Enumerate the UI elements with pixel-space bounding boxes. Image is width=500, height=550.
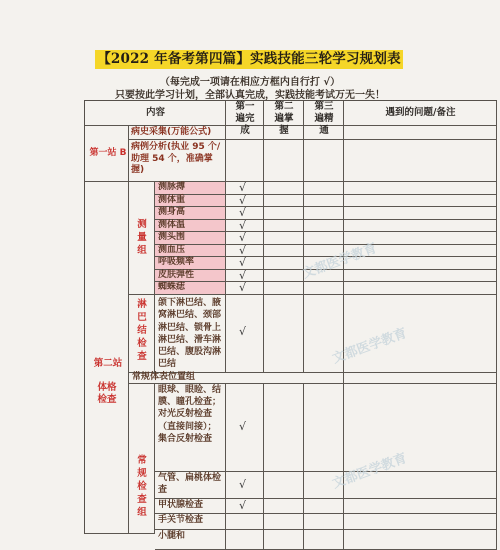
- station1-row-2: [129, 140, 226, 182]
- row-text: 测体重: [158, 194, 186, 205]
- check-mark: √: [239, 206, 247, 220]
- measure-row-9-content: [155, 282, 226, 295]
- instruction-line-1: （每完成一项请在相应方框内自行打 √）: [159, 77, 341, 88]
- station1-row-1: [129, 126, 226, 140]
- measure-row-7-content: [155, 257, 226, 270]
- instruction-line-2: 只要按此学习计划，全部认真完成，实践技能考试万无一失！: [115, 90, 385, 101]
- row-text: 蜘蛛痣: [158, 282, 186, 293]
- routine-row-5-round1[interactable]: [226, 530, 264, 550]
- header-issues-cell: [344, 101, 497, 126]
- measure-row-4-content: [155, 220, 226, 233]
- header-round3: 第三遍精通: [314, 101, 334, 136]
- station1-row-2-text: 病例分析(执业 95 个/助理 54 个，准确掌握): [131, 142, 221, 175]
- routine-row-2-round2[interactable]: [264, 472, 304, 499]
- check-mark: √: [239, 420, 247, 433]
- row-text: 甲状腺检查: [158, 500, 204, 510]
- measure-row-3-content: [155, 207, 226, 220]
- header-round3-cell: [304, 101, 344, 136]
- lymph-row-text: 颌下淋巴结、腋窝淋巴结、颈部淋巴结、锁骨上淋巴结、滑车淋巴结、腹股沟淋巴结: [158, 298, 222, 370]
- routine-group-cell: [129, 384, 155, 534]
- measure-row-1-round2[interactable]: [264, 182, 304, 195]
- check-mark: √: [239, 218, 247, 232]
- measure-row-6-round2[interactable]: [264, 245, 304, 258]
- row-text: 呼吸频率: [158, 257, 195, 268]
- routine-row-3-content: [155, 499, 226, 514]
- check-mark: √: [239, 256, 247, 270]
- check-mark: √: [239, 281, 247, 295]
- routine-row-4-round1[interactable]: [226, 514, 264, 530]
- measure-row-2-round2[interactable]: [264, 195, 304, 208]
- station1-row-2-notes[interactable]: [344, 140, 497, 182]
- routine-row-5-round3[interactable]: [304, 530, 344, 550]
- routine-row-4-round3[interactable]: [304, 514, 344, 530]
- position-row-text: 常规体表位置组: [132, 372, 196, 382]
- header-round1-cell: [226, 101, 264, 136]
- routine-row-1-content: [155, 384, 226, 472]
- station1-row-1-round2[interactable]: [264, 126, 304, 140]
- measure-row-1-content: [155, 182, 226, 195]
- header-content: 内容: [145, 107, 165, 118]
- measure-row-2-round3[interactable]: [304, 195, 344, 208]
- position-row: [129, 373, 344, 384]
- page-title: 【2022 年备考第四篇】实践技能三轮学习规划表: [95, 50, 403, 69]
- measure-row-3-notes[interactable]: [344, 207, 497, 220]
- measure-row-9-round2[interactable]: [264, 282, 304, 295]
- station1-row-1-round1[interactable]: [226, 126, 264, 140]
- row-text: 测身高: [158, 207, 186, 218]
- station2-label-cell: [85, 182, 129, 534]
- station2-sublabel: 体格检查: [97, 382, 117, 405]
- check-mark: √: [239, 498, 247, 512]
- routine-row-5-round2[interactable]: [264, 530, 304, 550]
- measure-row-5-round2[interactable]: [264, 232, 304, 245]
- check-mark: √: [239, 325, 247, 338]
- station1-row-1-text: 病史采集(万能公式): [131, 127, 212, 137]
- measure-row-8-notes[interactable]: [344, 270, 497, 283]
- check-mark: √: [239, 243, 247, 257]
- station1-row-2-round1[interactable]: [226, 140, 264, 182]
- study-plan-table: [84, 100, 497, 541]
- measure-row-8-content: [155, 270, 226, 283]
- header-round2: 第二遍掌握: [274, 101, 294, 136]
- routine-row-4-notes[interactable]: [344, 514, 497, 530]
- routine-row-4-content: [155, 514, 226, 530]
- row-text: 测头围: [158, 232, 186, 243]
- routine-row-2-round1[interactable]: [226, 472, 264, 499]
- measure-row-4-notes[interactable]: [344, 220, 497, 233]
- header-round1: 第一遍完成: [235, 101, 255, 136]
- row-text: 皮肤弹性: [158, 269, 195, 280]
- routine-row-4-round2[interactable]: [264, 514, 304, 530]
- row-text: 测体温: [158, 219, 186, 230]
- row-text: 眼球、眼睑、结膜、瞳孔检查；对光反射检查（直接间接）；集合反射检查: [158, 385, 222, 444]
- header-round2-cell: [264, 101, 304, 136]
- check-mark: √: [239, 181, 247, 194]
- measure-group-cell: [129, 182, 155, 295]
- lymph-row: [155, 295, 226, 373]
- row-text: 小腿和: [158, 531, 186, 541]
- measure-row-3-round3[interactable]: [304, 207, 344, 220]
- row-text: 测血压: [158, 244, 186, 255]
- lymph-group-cell: [129, 295, 155, 373]
- station1-row-2-round3[interactable]: [304, 140, 344, 182]
- check-mark: √: [239, 231, 247, 245]
- routine-row-3-round1[interactable]: [226, 499, 264, 514]
- routine-row-1-round3[interactable]: [304, 384, 344, 472]
- measure-row-1-round3[interactable]: [304, 182, 344, 195]
- measure-row-3-round2[interactable]: [264, 207, 304, 220]
- watermark: 文都医学教育: [330, 450, 409, 492]
- row-text: 气管、扁桃体检查: [158, 473, 222, 496]
- lymph-group-label: 淋巴结检查: [137, 299, 147, 362]
- routine-row-1-round1[interactable]: [226, 384, 264, 472]
- station1-row-2-round2[interactable]: [264, 140, 304, 182]
- row-text: 手关节检查: [158, 515, 204, 525]
- station1-row-1-round3[interactable]: [304, 126, 344, 140]
- routine-row-3-notes[interactable]: [344, 499, 497, 514]
- station2-label: 第二站: [93, 358, 123, 369]
- watermark: 文都医学教育: [330, 325, 409, 367]
- measure-row-1-notes[interactable]: [344, 182, 497, 195]
- check-mark: √: [239, 477, 247, 491]
- measure-row-9-round1[interactable]: [226, 282, 264, 295]
- routine-row-3-round3[interactable]: [304, 499, 344, 514]
- measure-row-5-round3[interactable]: [304, 232, 344, 245]
- measure-row-4-round2[interactable]: [264, 220, 304, 233]
- routine-row-5-content: [155, 530, 226, 550]
- header-content-cell: [85, 101, 226, 126]
- measure-row-9-round3[interactable]: [304, 282, 344, 295]
- station1-row-1-notes[interactable]: [344, 126, 497, 140]
- routine-row-1-round2[interactable]: [264, 384, 304, 472]
- station1-label-cell: [85, 126, 129, 182]
- measure-group-label: 测量组: [137, 219, 147, 256]
- measure-row-9-notes[interactable]: [344, 282, 497, 295]
- check-mark: √: [239, 268, 247, 282]
- measure-row-6-content: [155, 245, 226, 258]
- row-text: 测脉搏: [158, 182, 186, 192]
- routine-row-2-content: [155, 472, 226, 499]
- position-row-notes[interactable]: [344, 373, 497, 384]
- measure-row-2-content: [155, 195, 226, 208]
- lymph-row-round2[interactable]: [264, 295, 304, 373]
- measure-row-8-round2[interactable]: [264, 270, 304, 283]
- watermark: 文都医学教育: [300, 240, 379, 282]
- routine-row-3-round2[interactable]: [264, 499, 304, 514]
- measure-row-2-notes[interactable]: [344, 195, 497, 208]
- check-mark: √: [239, 193, 247, 207]
- lymph-row-round1[interactable]: [226, 295, 264, 373]
- routine-group-label: 常规检查组: [137, 455, 147, 518]
- measure-row-5-content: [155, 232, 226, 245]
- station1-label: 第一站 B: [89, 148, 127, 158]
- header-issues: 遇到的问题/备注: [385, 107, 456, 118]
- measure-row-4-round3[interactable]: [304, 220, 344, 233]
- routine-row-5-notes[interactable]: [344, 530, 497, 550]
